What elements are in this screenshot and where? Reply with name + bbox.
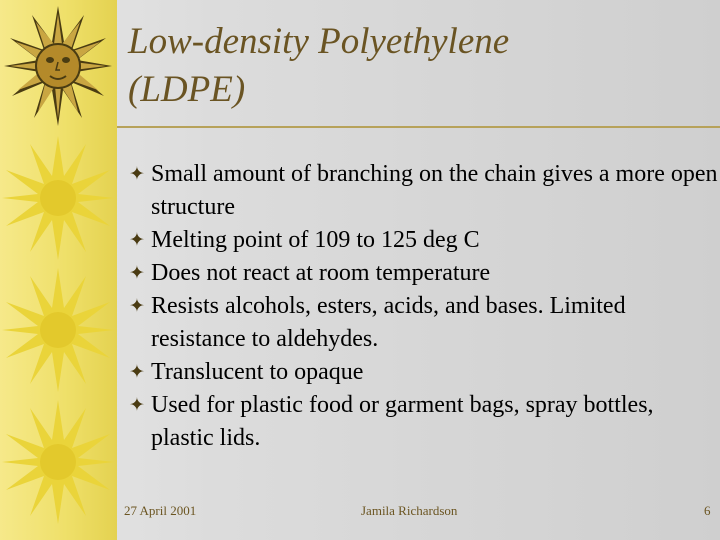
footer-author: Jamila Richardson [361, 503, 458, 518]
sun-icon [0, 132, 117, 262]
bullet-item [129, 158, 719, 224]
sun-face-icon [0, 0, 117, 130]
bullet-item [129, 356, 719, 389]
four-point-star-icon: ✦ [129, 362, 145, 383]
four-point-star-icon: ✦ [129, 395, 145, 416]
bullet-text: Does not react at room temperature [151, 260, 491, 286]
bullet-text: Small amount of branching on the chain gives a more open structure [151, 161, 718, 220]
bullet-text: Translucent to opaque [151, 359, 364, 385]
bullet-text: Resists alcohols, esters, acids, and bases. Limited resistance to aldehydes. [151, 293, 626, 352]
sun-icon [0, 264, 117, 394]
four-point-star-icon: ✦ [129, 263, 145, 284]
four-point-star-icon: ✦ [129, 296, 145, 317]
bullet-item [129, 257, 719, 290]
bullet-item [129, 389, 719, 455]
title-divider [117, 126, 720, 128]
four-point-star-icon: ✦ [129, 164, 145, 185]
bullet-item [129, 290, 719, 356]
slide-title [128, 18, 708, 114]
sun-strip [0, 0, 117, 540]
footer-date: 27 April 2001 [124, 503, 197, 518]
slide-number: 6 [704, 503, 711, 518]
bullet-list [129, 158, 719, 455]
sun-icon [0, 396, 117, 536]
bullet-item [129, 224, 719, 257]
bullet-text: Used for plastic food or garment bags, spray bottles, plastic lids. [151, 392, 654, 451]
bullet-text: Melting point of 109 to 125 deg C [151, 227, 480, 253]
title-line-1: Low-density Polyethylene [128, 21, 510, 62]
four-point-star-icon: ✦ [129, 230, 145, 251]
title-line-2: (LDPE) [128, 69, 246, 110]
